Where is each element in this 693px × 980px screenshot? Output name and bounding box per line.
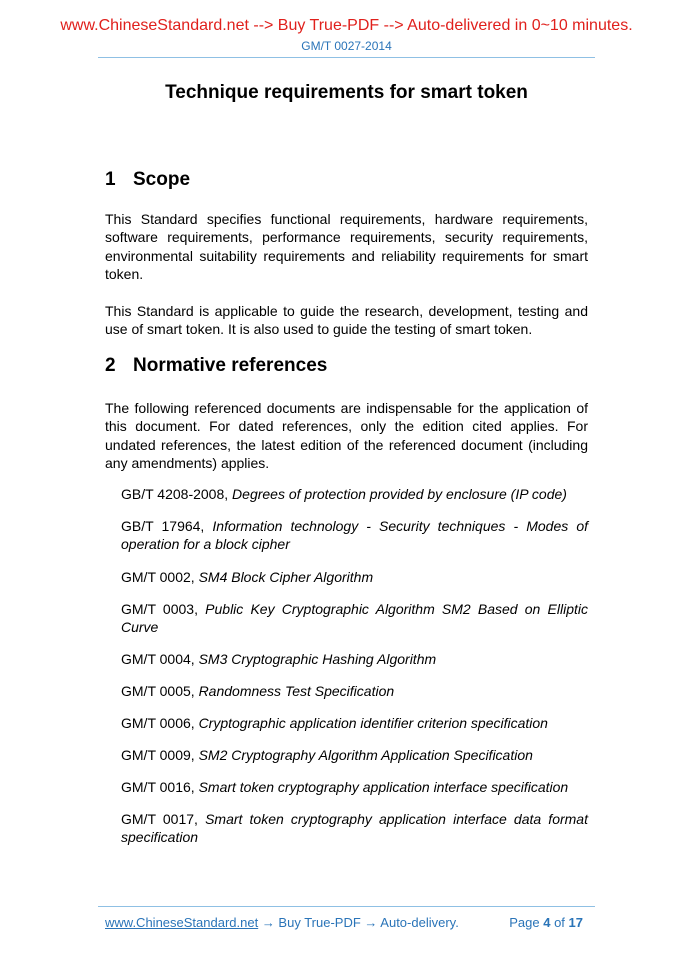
reference-item <box>121 568 588 586</box>
reference-item <box>121 746 588 764</box>
section-title: Scope <box>133 169 191 190</box>
reference-code: GM/T 0009, <box>121 747 199 763</box>
reference-title: Smart token cryptography application interface specification <box>198 779 569 795</box>
section-title: Normative references <box>133 355 328 376</box>
reference-code: GM/T 0003, <box>121 601 206 617</box>
reference-item <box>121 778 588 796</box>
reference-item <box>121 682 588 700</box>
reference-code: GM/T 0002, <box>121 569 199 585</box>
section-number: 1 <box>105 169 116 190</box>
paragraph: The following referenced documents are indispensable for the application of this document. For dated references, only the edition cited applies. For undated references, the latest edition of the referenced document (including any amendments) applies. <box>105 400 588 471</box>
page-indicator <box>509 915 583 930</box>
paragraph: This Standard specifies functional requirements, hardware requirements, software requirements, performance requirements, security requirements, environmental suitability requirements and reliability requirements for smart token. <box>105 211 588 282</box>
section-number: 2 <box>105 355 116 376</box>
document-number: GM/T 0027-2014 <box>301 39 392 53</box>
reference-code: GM/T 0017, <box>121 811 206 827</box>
footer-text: → Buy True-PDF → Auto-delivery. <box>258 915 459 930</box>
reference-title: Public Key Cryptographic Algorithm SM2 Based on Elliptic Curve <box>121 601 588 636</box>
page-of: of <box>550 915 569 930</box>
section-heading-normative-references <box>105 355 327 377</box>
footer-divider <box>98 906 595 907</box>
reference-title: SM2 Cryptography Algorithm Application Specification <box>198 747 533 763</box>
footer <box>105 915 583 930</box>
reference-code: GM/T 0016, <box>121 779 199 795</box>
promo-banner[interactable]: www.ChineseStandard.net --> Buy True-PDF --> Auto-delivered in 0~10 minutes. <box>60 17 633 34</box>
reference-title: Cryptographic application identifier criterion specification <box>198 715 548 731</box>
reference-code: GM/T 0005, <box>121 683 199 699</box>
page-prefix: Page <box>509 915 544 930</box>
section-heading-scope <box>105 169 190 191</box>
reference-item <box>121 517 588 554</box>
reference-item <box>121 650 588 668</box>
reference-title: Randomness Test Specification <box>198 683 395 699</box>
footer-left <box>105 915 459 930</box>
page-number: 4 <box>543 915 551 930</box>
paragraph: This Standard is applicable to guide the research, development, testing and use of smart token. It is also used to guide the testing of smart token. <box>105 303 588 338</box>
reference-title: Information technology - Security techniques - Modes of operation for a block cipher <box>121 518 588 553</box>
reference-title: Degrees of protection provided by enclosure (IP code) <box>232 486 567 502</box>
reference-code: GM/T 0006, <box>121 715 199 731</box>
page-title: Technique requirements for smart token <box>165 82 528 103</box>
reference-item <box>121 485 588 503</box>
header-divider <box>98 57 595 58</box>
reference-title: SM4 Block Cipher Algorithm <box>198 569 374 585</box>
reference-code: GB/T 4208-2008, <box>121 486 233 502</box>
reference-code: GM/T 0004, <box>121 651 199 667</box>
page-total: 17 <box>568 915 583 930</box>
reference-code: GB/T 17964, <box>121 518 213 534</box>
reference-item <box>121 600 588 637</box>
footer-link[interactable]: www.ChineseStandard.net <box>105 915 259 930</box>
reference-title: SM3 Cryptographic Hashing Algorithm <box>198 651 437 667</box>
reference-item <box>121 810 588 847</box>
reference-title: Smart token cryptography application interface data format specification <box>121 811 588 846</box>
reference-item <box>121 714 588 732</box>
